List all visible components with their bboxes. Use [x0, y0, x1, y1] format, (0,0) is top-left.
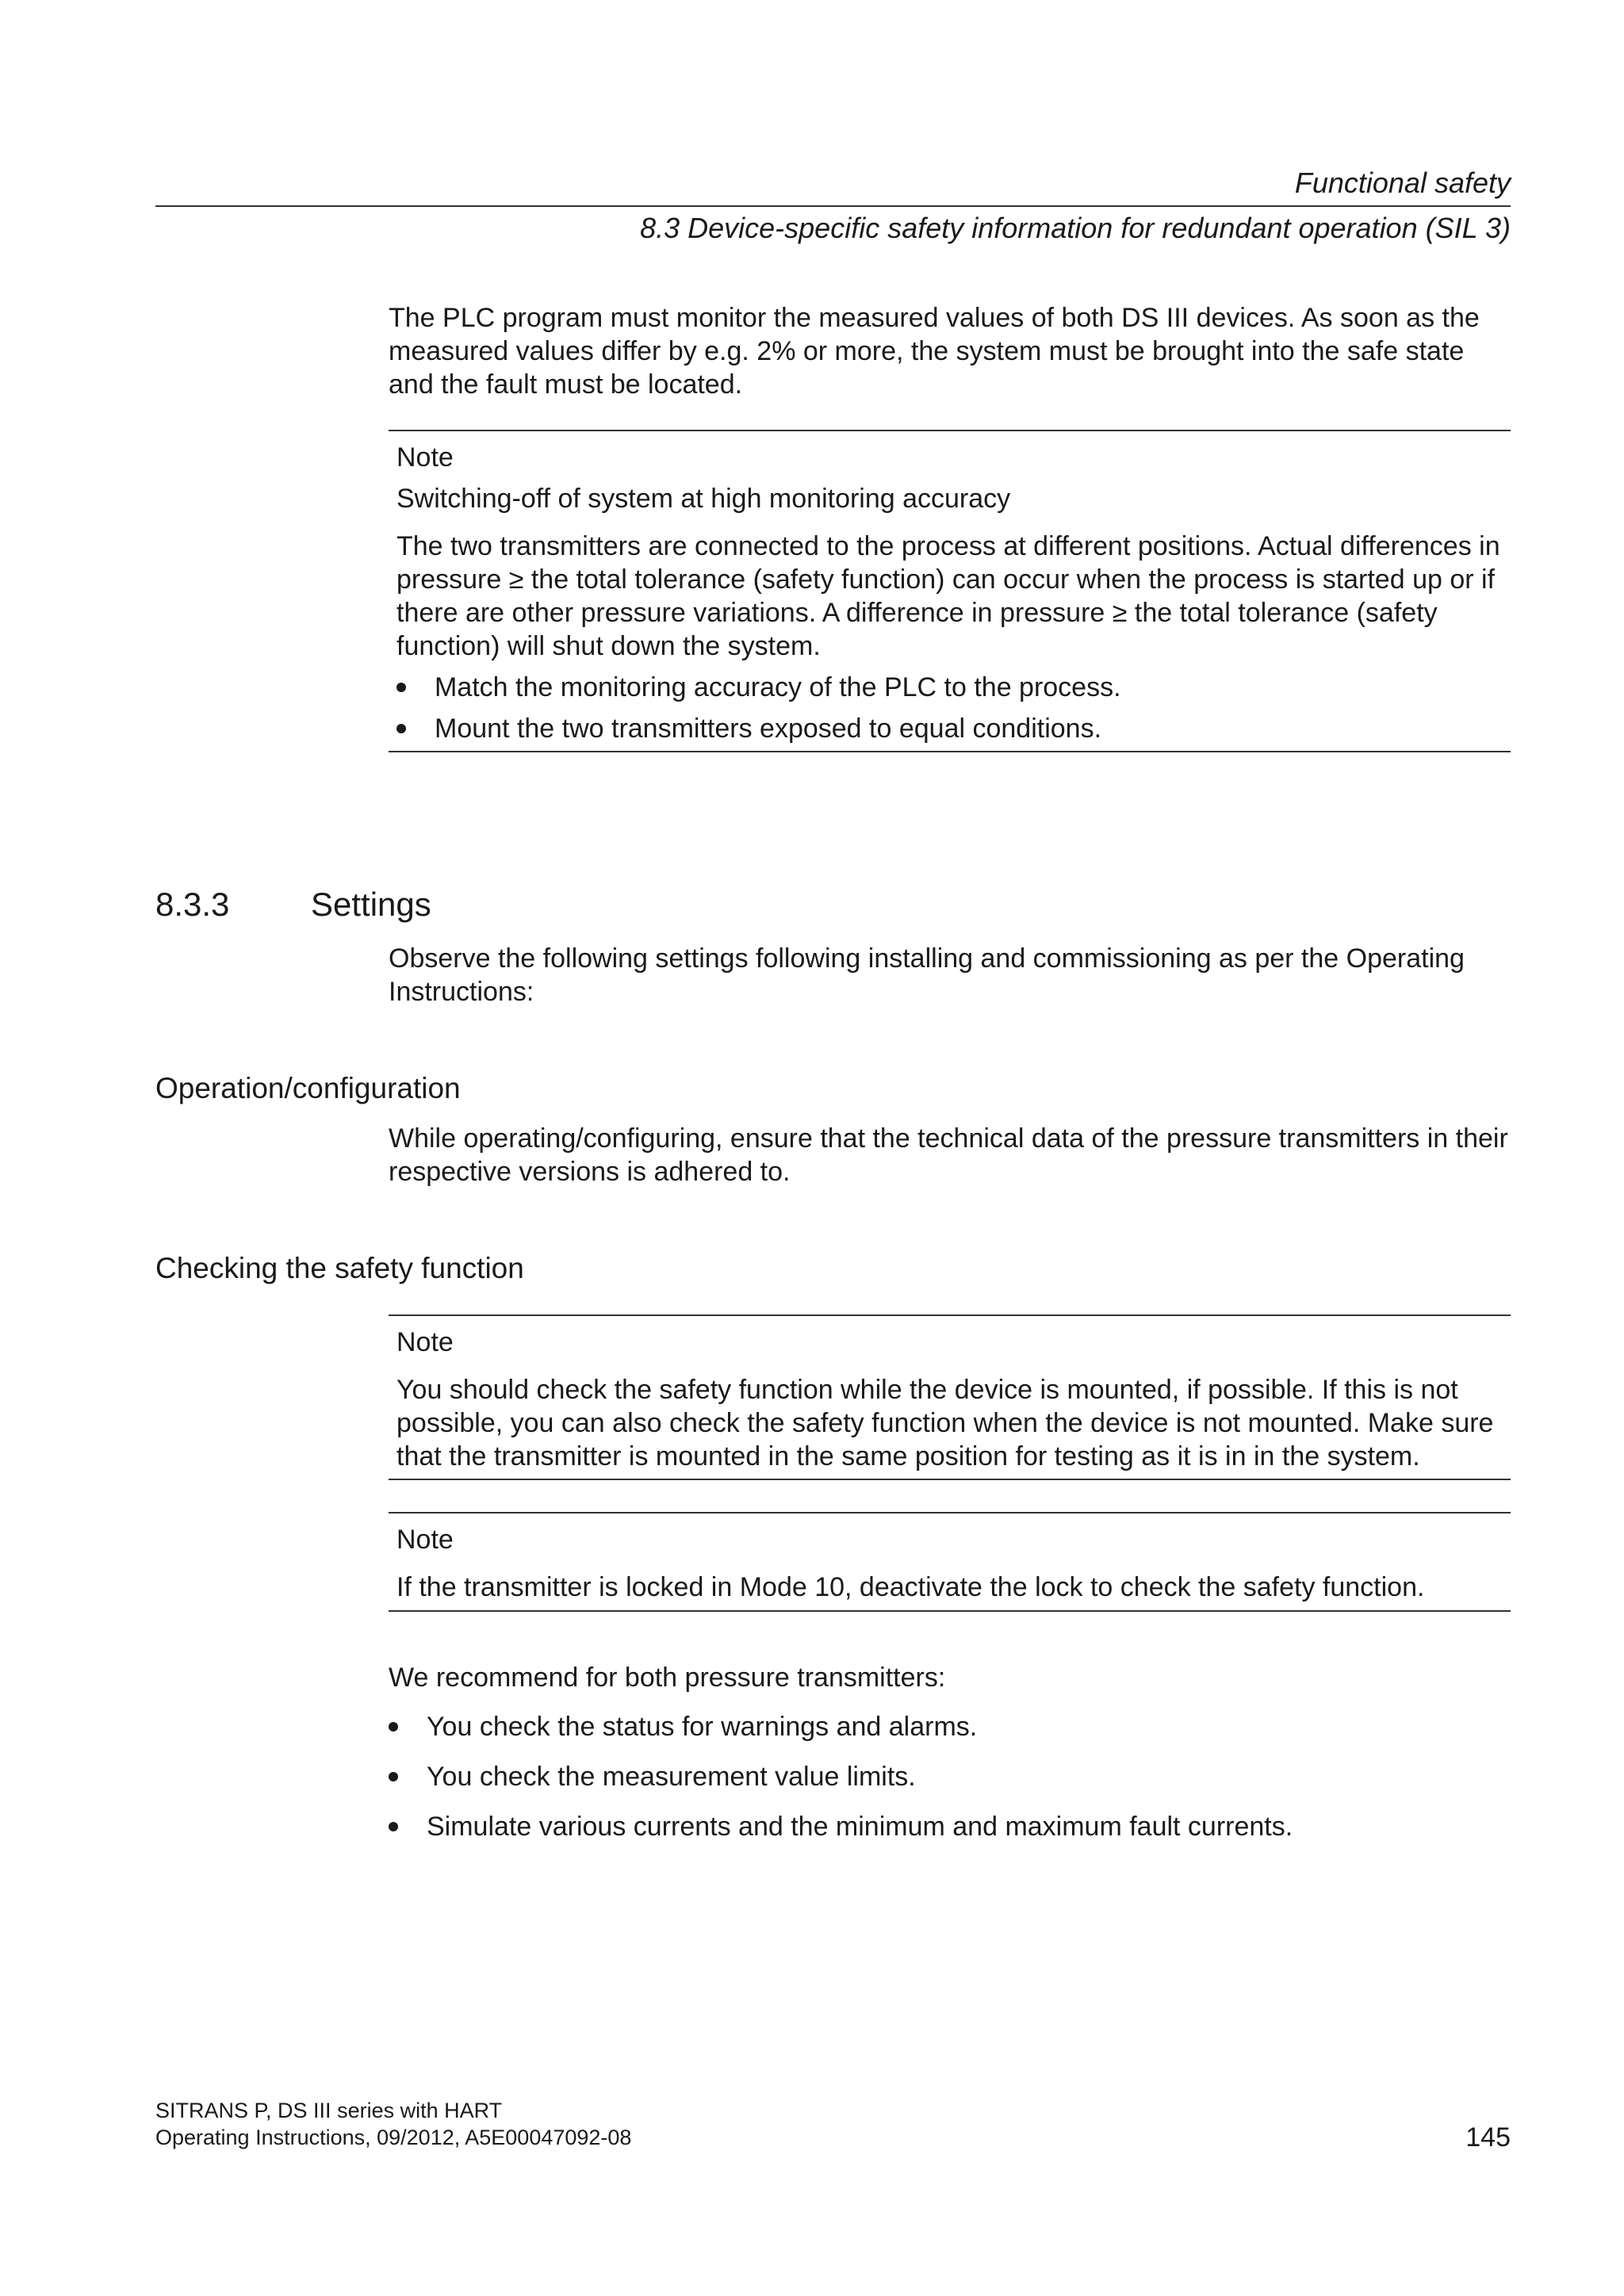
list-item [389, 1710, 1515, 1743]
subheading-operation: Operation/configuration [155, 1072, 461, 1104]
section-number: 8.3.3 [155, 886, 230, 923]
list-item [389, 1810, 1515, 1843]
list-item-text: You check the measurement value limits. [427, 1762, 916, 1792]
list-item-text: Match the monitoring accuracy of the PLC to the process. [435, 672, 1121, 702]
header-divider [155, 205, 1511, 207]
operation-text: While operating/configuring, ensure that the technical data of the pressure transmitters in their respective versions is adhered to. [389, 1123, 1508, 1187]
footer-doc-info: Operating Instructions, 09/2012, A5E00047092-08 [155, 2126, 632, 2149]
list-item [396, 671, 1503, 704]
note-title: Switching-off of system at high monitoring accuracy [396, 484, 1011, 514]
running-header-chapter: Functional safety [1294, 166, 1511, 199]
section-intro: Observe the following settings following installing and commissioning as per the Operating Instructions: [389, 943, 1465, 1007]
note-box-monitoring-accuracy [389, 430, 1511, 752]
list-item-text: You check the status for warnings and alarms. [427, 1712, 978, 1742]
note-box-check-mounted [389, 1314, 1511, 1480]
note-label: Note [396, 1327, 454, 1357]
bullet-icon [389, 1772, 398, 1781]
subheading-checking: Checking the safety function [155, 1252, 524, 1284]
note-box-mode10-lock [389, 1512, 1511, 1612]
list-item-text: Simulate various currents and the minimum and maximum fault currents. [427, 1812, 1293, 1842]
page-number: 145 [1465, 2122, 1511, 2152]
note-text: If the transmitter is locked in Mode 10, deactivate the lock to check the safety function. [396, 1572, 1425, 1602]
bullet-icon [389, 1722, 398, 1732]
list-item [389, 1760, 1515, 1793]
list-item-text: Mount the two transmitters exposed to equal conditions. [435, 714, 1102, 744]
note-label: Note [396, 442, 454, 473]
recommend-bullet-list [389, 1710, 1515, 1843]
footer-product: SITRANS P, DS III series with HART [155, 2099, 503, 2122]
recommend-intro: We recommend for both pressure transmitters: [389, 1663, 946, 1693]
note-bullet-list [396, 671, 1503, 745]
running-header-section: 8.3 Device-specific safety information for redundant operation (SIL 3) [640, 212, 1511, 244]
intro-paragraph: The PLC program must monitor the measured values of both DS III devices. As soon as the measured values differ by e.g. 2% or more, the system must be brought into the safe state and the fault must be located. [389, 303, 1480, 400]
bullet-icon [389, 1822, 398, 1831]
section-title: Settings [311, 886, 431, 923]
bullet-icon [396, 683, 406, 692]
bullet-icon [396, 724, 406, 733]
note-text: The two transmitters are connected to the process at different positions. Actual differences in pressure ≥ the total tolerance (safety function) can occur when the process is started up or if there are other pressure variations. A difference in pressure ≥ the total tolerance (safety function) will shut down the system. [396, 531, 1500, 661]
list-item [396, 712, 1503, 745]
note-label: Note [396, 1525, 454, 1555]
note-text: You should check the safety function while the device is mounted, if possible. If this is not possible, you can also check the safety function when the device is not mounted. Make sure that the transmitter is mounted in the same position for testing as it is in in the system. [396, 1375, 1494, 1471]
